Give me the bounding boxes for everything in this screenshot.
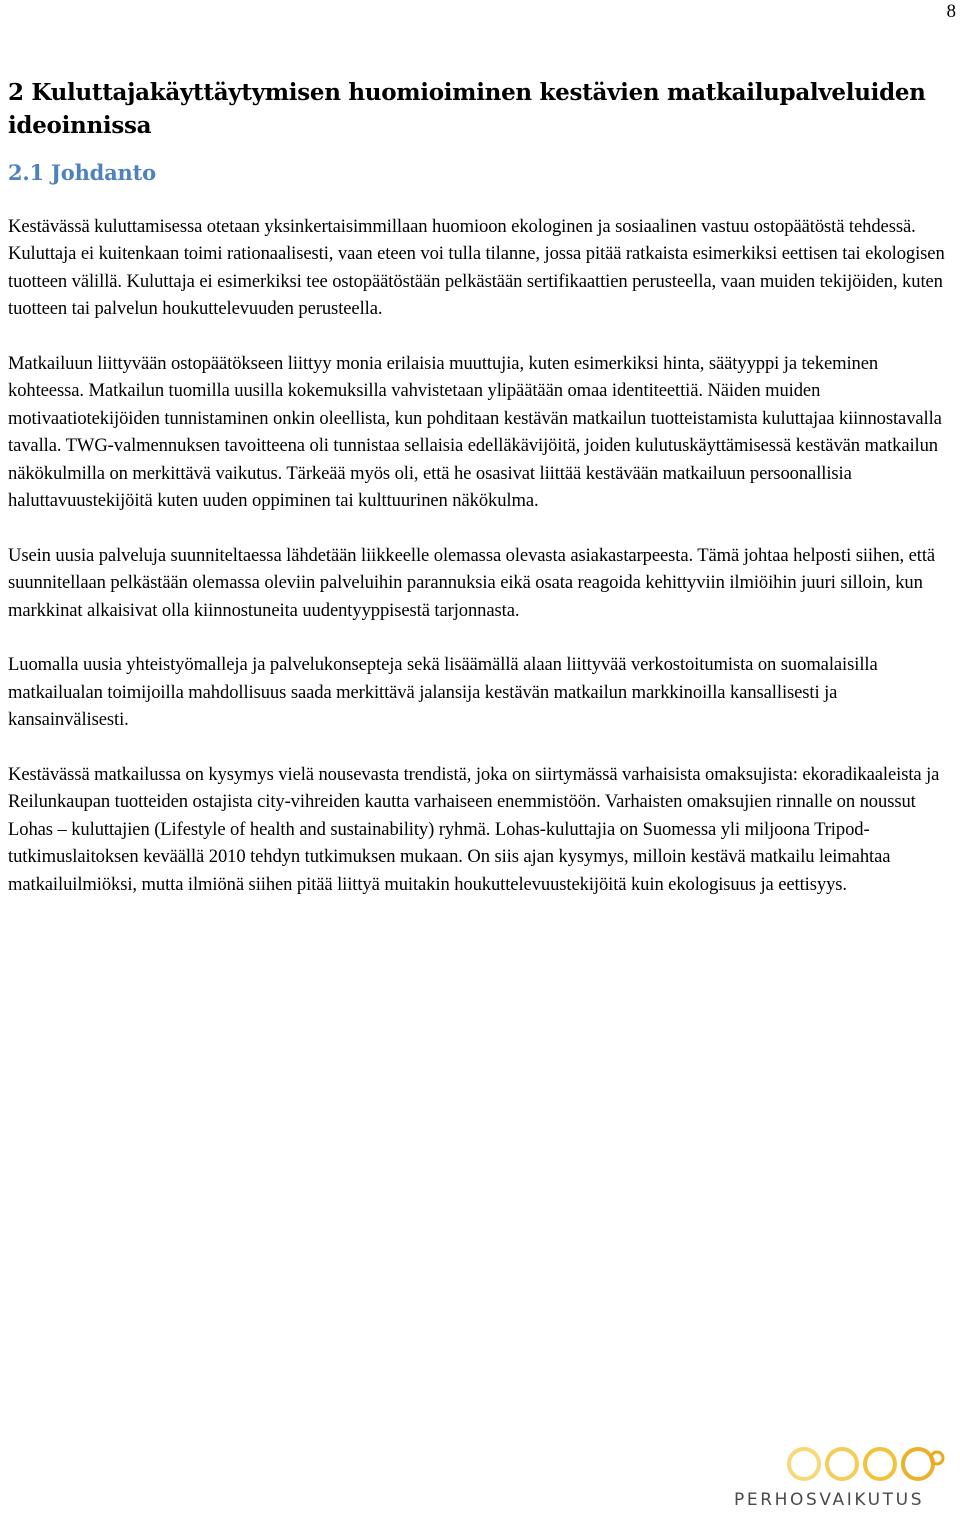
page-number: 8	[946, 1, 956, 22]
logo-wordmark: PERHOSVAIKUTUS	[734, 1490, 925, 1510]
section-heading: 2.1 Johdanto	[8, 160, 156, 185]
paragraph-4: Luomalla uusia yhteistyömalleja ja palvelukonsepteja sekä lisäämällä alaan liittyvää verkostoitumista on suomalaisilla matkailualan toimijoilla mahdollisuus saada merkittävä jalansija kestävän matkailun markkinoilla kansallisesti ja kansainvälisesti.	[8, 654, 878, 731]
document-body	[8, 76, 952, 898]
logo-circles-icon	[786, 1444, 946, 1484]
chapter-heading: 2 Kuluttajakäyttäytymisen huomioiminen kestävien matkailupalveluiden ideoinnissa	[8, 79, 926, 139]
paragraph-1: Kestävässä kuluttamisessa otetaan yksinkertaisimmillaan huomioon ekologinen ja sosiaalinen vastuu ostopäätöstä tehdessä. Kuluttaja ei kuitenkaan toimi rationaalisesti, vaan eteen voi tulla tilanne, jossa pitää ratkaista esimerkiksi eettisen tai ekologisen tuotteen välillä. Kuluttaja ei esimerkiksi tee ostopäätöstään pelkästään sertifikaattien perusteella, vaan muiden tekijöiden, kuten tuotteen tai palvelun houkuttelevuuden perusteella.	[8, 216, 945, 320]
paragraph-5: Kestävässä matkailussa on kysymys vielä nousevasta trendistä, joka on siirtymässä varhaisista omaksujista: ekoradikaaleista ja Reilunkaupan tuotteiden ostajista city-vihreiden kautta varhaiseen enemmistöön. Varhaisten omaksujien rinnalle on noussut Lohas – kuluttajien (Lifestyle of health and sustainability) ryhmä. Lohas-kuluttajia on Suomessa yli miljoona Tripod-tutkimuslaitoksen keväällä 2010 tehdyn tutkimuksen mukaan. On siis ajan kysymys, milloin kestävä matkailu leimahtaa matkailuilmiöksi, mutta ilmiönä siihen pitää liittyä muitakin houkuttelevuustekijöitä kuin ekologisuus ja eettisyys.	[8, 764, 940, 895]
paragraph-3: Usein uusia palveluja suunniteltaessa lähdetään liikkeelle olemassa olevasta asiakastarpeesta. Tämä johtaa helposti siihen, että suunnitellaan pelkästään olemassa oleviin palveluihin parannuksia eikä osata reagoida kehittyviin ilmiöihin juuri silloin, kun markkinat alkaisivat olla kiinnostuneita uudentyyppisestä tarjonnasta.	[8, 544, 936, 621]
paragraph-2: Matkailuun liittyvään ostopäätökseen liittyy monia erilaisia muuttujia, kuten esimerkiksi hinta, säätyyppi ja tekeminen kohteessa. Matkailun tuomilla uusilla kokemuksilla vahvistetaan ylipäätään omaa identiteettiä. Näiden muiden motivaatiotekijöiden tunnistaminen onkin oleellista, kun pohditaan kestävän matkailun tuotteistamista kuluttajaa kiinnostavalla tavalla. TWG-valmennuksen tavoitteena oli tunnistaa sellaisia edelläkävijöitä, joiden kulutuskäyttämisessä kestävän matkailun näkökulmilla on merkittävä vaikutus. Tärkeää myös oli, että he osasivat liittää kestävään matkailuun persoonallisia haluttavuustekijöitä kuten uuden oppiminen tai kulttuurinen näkökulma.	[8, 353, 942, 512]
perhosvaikutus-logo	[730, 1438, 950, 1515]
